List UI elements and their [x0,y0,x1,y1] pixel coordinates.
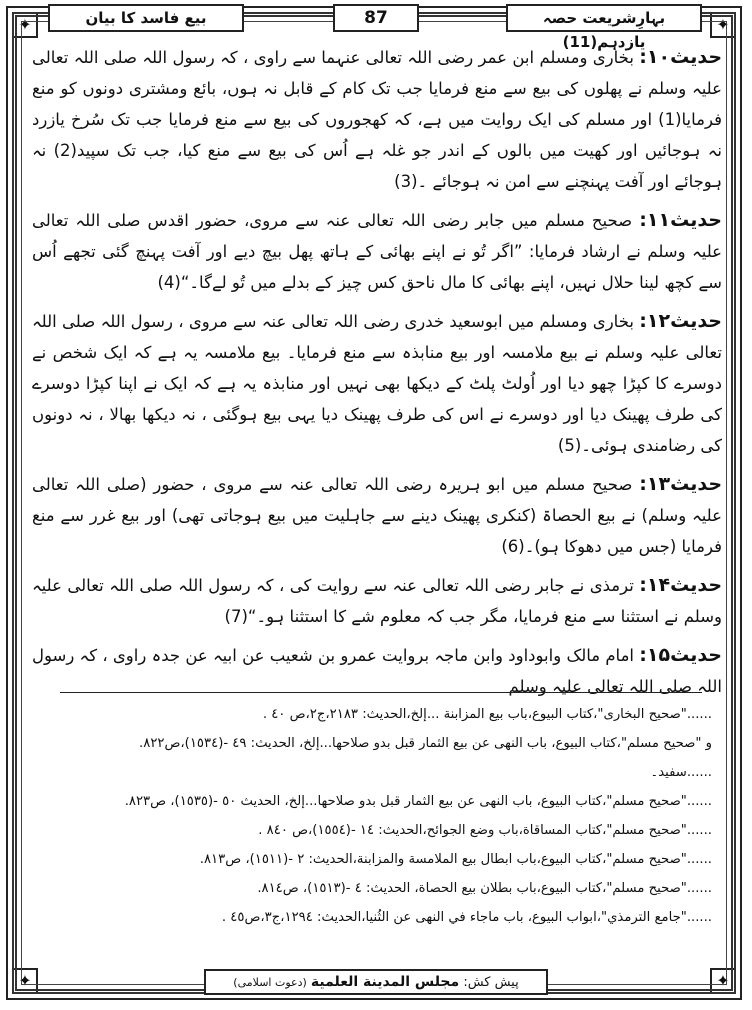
corner-ornament-icon: ✦ [710,968,736,994]
hadith-text: امام مالک وابوداود وابن ماجہ بروایت عمرو بن شعیب عن ابیہ عن جدہ راوی ، کہ رسول اللہ صلی اللہ تعالی علیہ وسلم [32,646,722,696]
footnote-divider [60,692,702,693]
hadith-label: حدیث۱۳: [639,473,723,495]
hadith-label: حدیث۱۲: [639,310,722,332]
hadith-label: حدیث۱۱: [639,209,722,231]
footnote: ......"صحیح مسلم"،کتاب المساقاة،باب وضع الجوائح،الحدیث: ۱٤ -(۱٥٥٤)،ص ۸٤٠ . [258,823,712,838]
corner-ornament-icon: ✦ [12,12,38,38]
corner-ornament-icon: ✦ [710,12,736,38]
footer-subtitle: (دعوت اسلامی) [233,976,307,989]
footnote: ......سفید۔ [650,765,712,780]
hadith-label: حدیث۱۰: [639,46,723,68]
main-text [32,42,722,710]
hadith-text: بخاری ومسلم ابن عمر رضی اللہ تعالی عنہما سے راوی ، کہ رسول اللہ صلی اللہ تعالی علیہ وسلم نے پھلوں کی بیع سے منع فرمایا جب تک کام کے قابل نہ ہوں، بائع ومشتری دونوں کو منع فرمایا(1) اور مسلم کی ایک روایت میں ہے، کہ کھجوروں کی بیع سے منع فرمایا جب تک سُرخ یازرد نہ ہوجائیں اور کھیت میں بالوں کے اندر جو غلہ ہے اُس کی بیع سے منع کیا، جب تک سپید(2) نہ ہوجائے اور آفت پہنچنے سے امن نہ ہوجائے ۔(3) [32,48,723,191]
footnote: ......"صحیح البخاری"،کتاب البیوع،باب بیع المزابنة ...إلخ،الحدیث: ۲۱۸۳،ج۲،ص ٤٠ . [262,707,712,722]
publisher-footer [204,969,548,995]
hadith-text: ترمذی نے جابر رضی اللہ تعالی عنہ سے روایت کی ، کہ رسول اللہ صلی اللہ تعالی علیہ وسلم نے استثنا سے منع فرمایا، مگر جب کہ معلوم شے کا استثنا ہو۔“(7) [32,576,722,626]
footer-organization: مجلس المدینة العلمیة [310,974,460,990]
book-title: بہارِشریعت حصہ یازدہم(11) [506,4,702,32]
hadith-label: حدیث۱۴: [639,574,723,596]
chapter-title: بیع فاسد کا بیان [48,4,244,32]
footnote: ......"صحیح مسلم"،کتاب البیوع،باب بطلان بیع الحصاة، الحدیث: ٤ -(۱٥۱۳)، ص۸۱٤. [257,881,712,896]
footnotes [40,700,712,932]
hadith-14 [32,570,722,632]
corner-ornament-icon: ✦ [12,968,38,994]
hadith-text: بخاری ومسلم میں ابوسعید خدری رضی اللہ تعالی عنہ سے مروی ، رسول اللہ صلی اللہ تعالی علیہ وسلم نے بیع ملامسہ اور بیع منابذہ سے منع فرمایا۔ بیع ملامسہ یہ ہے کہ ایک شخص نے دوسرے کا کپڑا چھو دیا اور اُولٹ پلٹ کے دیکھا بھی نہیں اور منابذہ یہ ہے کہ ایک نے اپنا کپڑا دوسرے کی طرف پھینک دیا اور دوسرے نے اس کی طرف پھینک دیا یہی بیع ہوگئی ، نہ دیکھا بھالا ، نہ دونوں کی رضامندی ہوئی۔(5) [32,312,722,455]
hadith-10 [32,42,722,197]
hadith-11 [32,205,722,298]
footnote: ......"جامع الترمذي"،ابواب البیوع، باب ماجاء في النهی عن الثُنیا،الحدیث: ۱۲۹٤،ج۳،ص٤٥ . [221,910,712,925]
footer-prefix: پیش کش: [463,975,519,990]
hadith-13 [32,469,722,562]
hadith-label: حدیث۱۵: [639,644,722,666]
footnote: ......"صحیح مسلم"،کتاب البیوع، باب النهی عن بیع الثمار قبل بدو صلاحها...إلخ، الحدیث ٥٠ -(۱٥۳٥)، ص۸۲۳. [124,794,712,809]
hadith-12 [32,306,722,461]
footnote: و "صحیح مسلم"،کتاب البیوع، باب النهی عن بیع الثمار قبل بدو صلاحها...إلخ، الحدیث: ٤٩ -(۱٥۳٤)،ص۸۲۲. [139,736,712,751]
footnote: ......"صحیح مسلم"،کتاب البیوع،باب ابطال بیع الملامسة والمزابنة،الحدیث: ۲ -(۱٥۱۱)، ص۸۱۳. [199,852,712,867]
page-number: 87 [333,4,419,32]
hadith-text: صحیح مسلم میں جابر رضی اللہ تعالی عنہ سے مروی، حضور اقدس صلی اللہ تعالی علیہ وسلم نے ارشاد فرمایا: ”اگر تُو نے اپنے بھائی کے ہاتھ پھل بیچ دیے اور آفت پہنچ گئی تجھے اُس سے کچھ لینا حلال نہیں، اپنے بھائی کا مال ناحق کس چیز کے بدلے میں تُو لےگا۔“(4) [32,211,722,292]
hadith-text: صحیح مسلم میں ابو ہریرہ رضی اللہ تعالی عنہ سے مروی ، حضور (صلی اللہ تعالی علیہ وسلم) نے بیع الحصاۃ (کنکری پھینک دینے سے جاہلیت میں بیع ہوجاتی تھی) اور بیع غرر سے منع فرمایا (جس میں دھوکا ہو)۔(6) [32,475,722,556]
